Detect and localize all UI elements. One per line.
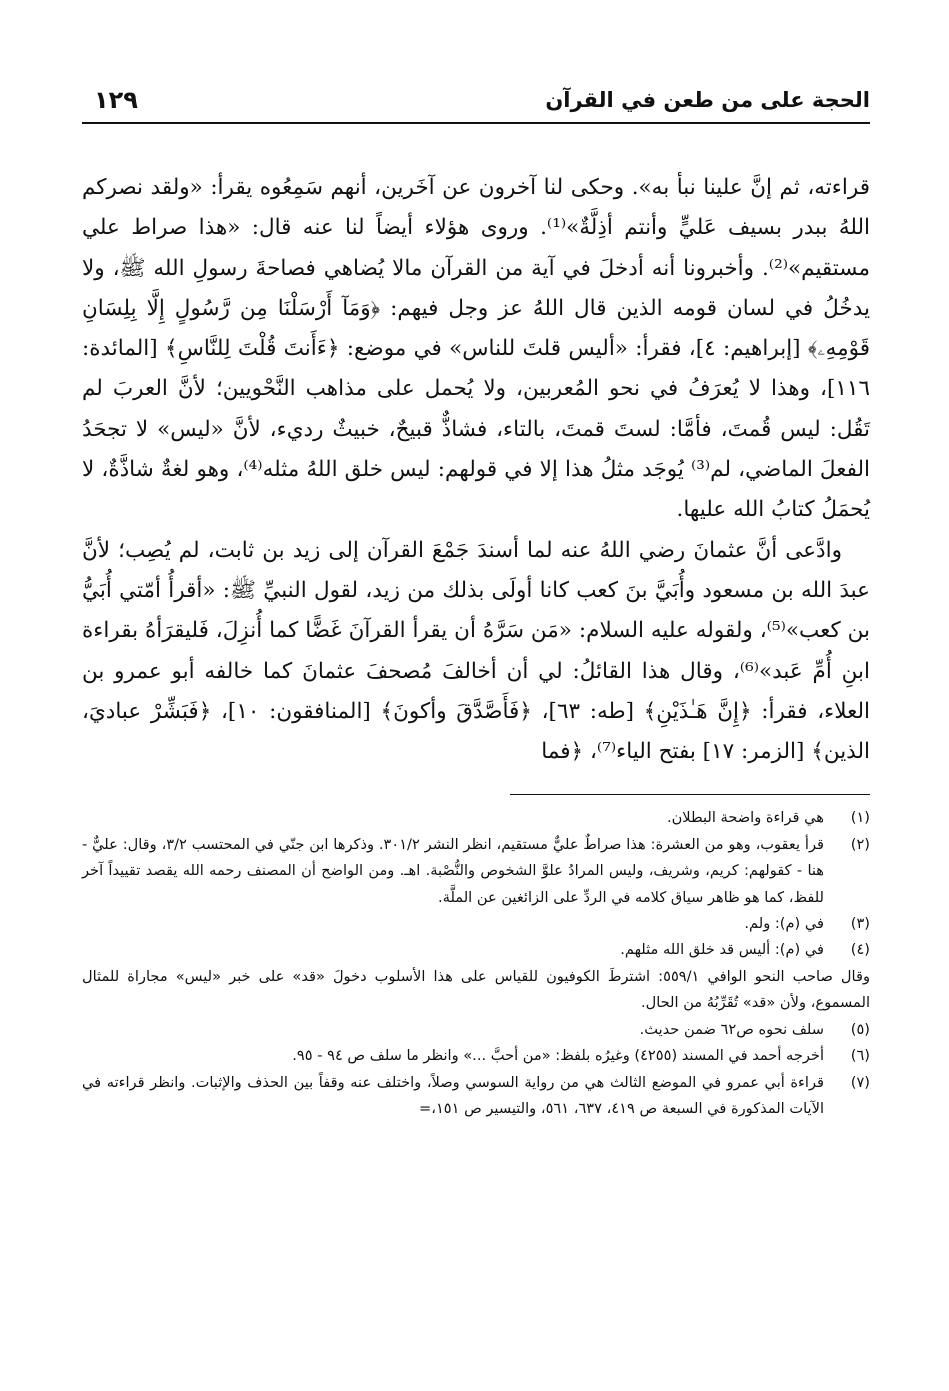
page-number: ١٢٩ [94, 86, 138, 114]
footnote-text: سلف نحوه ص٦٢ ضمن حديث. [639, 1020, 824, 1038]
footnote [82, 937, 870, 963]
footnote-number: (٣) [850, 915, 870, 933]
page-header [82, 84, 870, 124]
footnote [82, 805, 870, 831]
footnote [82, 911, 870, 937]
footnote [82, 832, 870, 911]
footnote-text: في (م): أليس قد خلق الله مثلهم. [620, 941, 824, 959]
footnotes [82, 805, 870, 1122]
footnote-text: أخرجه أحمد في المسند (٤٢٥٥) وغيرُه بلفظ: «من أحبَّ ...» وانظر ما سلف ص ٩٤ - ٩٥. [292, 1047, 824, 1065]
footnote [82, 1043, 870, 1069]
paragraph: قراءته، ثم إنَّ علينا نبأ به». وحكى لنا آخرون عن آخَرين، أنهم سَمِعُوه يقرأ: «ولقد نصركم اللهُ ببدر بسيف عَليٍّ وأنتم أذِلَّةٌ»⁽¹⁾. وروى هؤلاء أيضاً لنا عنه قال: «هذا صراط علي مستقيم»⁽²⁾. وأخبرونا أنه أدخلَ في آية من القرآن مالا يُضاهي فصاحةَ رسولِ الله ﷺ، ولا يدخُلُ في لسان قومه الذين قال اللهُ عز وجل فيهم: ﴿وَمَآ أَرْسَلْنَا مِن رَّسُولٍ إِلَّا بِلِسَانِ قَوْمِهِۦ﴾ [إبراهيم: ٤]، فقرأ: «أليس قلتَ للناس» في موضع: ﴿ءَأَنتَ قُلْتَ لِلنَّاسِ﴾ [المائدة: ١١٦]، وهذا لا يُعرَفُ في نحو المُعربين، ولا يُحمل على مذاهب النَّحْويين؛ لأنَّ العربَ لم تَقُل: ليس قُمتَ، فأمَّا: لستَ قمتَ، بالتاء، فشاذٌّ قبيحٌ، خبيثٌ رديء، لأنَّ «ليس» لا تجحَدُ الفعلَ الماضي، لم⁽³⁾ يُوجَد مثلُ هذا إلا في قولهم: ليس خلق اللهُ مثله⁽⁴⁾، وهو لغةٌ شاذَّةٌ، لا يُحمَلُ كتابُ الله عليها. [82, 175, 871, 523]
footnote-number: (٥) [850, 1020, 870, 1038]
footnote-text: قرأ يعقوب، وهو من العشرة: هذا صراطٌ عليٌّ مستقيم، انظر النشر ٣٠١/٢. وذكرها ابن جنّي في المحتسب ٣/٢، وقال: عليٌّ - هنا - كقولهم: كريم، وشريف، وليس المرادُ علوَّ الشخوص والنُّصْبة. اهـ. ومن الواضح أن المصنف رحمه الله يقصد تقييداً آخر للفظ، كما هو ظاهر سياق كلامه في الردِّ على الزائغين عن الملَّة. [82, 835, 824, 906]
paragraph: وادَّعى أنَّ عثمانَ رضي اللهُ عنه لما أسندَ جَمْعَ القرآن إلى زيد بن ثابت، لم يُصِب؛ لأنَّ عبدَ الله بن مسعود وأُبَيَّ بنَ كعب كانا أولَى بذلك من زيد، لقول النبيِّ ﷺ: «أقرأُ أمّتي أُبَيُّ بن كعب»⁽⁵⁾، ولقوله عليه السلام: «مَن سَرَّهُ أن يقرأ القرآنَ غَضًّا كما أُنزِلَ، فَليقرَأهُ بقراءة ابنِ أُمِّ عَبد»⁽⁶⁾، وقال هذا القائلُ: لي أن أخالفَ مُصحفَ عثمانَ كما خالفه أبو عمرو بن العلاء، فقرأ: ﴿إِنَّ هَـٰذَيْنِ﴾ [طه: ٦٣]، ﴿فَأَصَّدَّقَ وأكونَ﴾ [المنافقون: ١٠]، ﴿فَبَشِّرْ عباديَ، الذين﴾ [الزمر: ١٧] بفتح الياء⁽⁷⁾، ﴿فما [82, 537, 870, 765]
footnote [82, 1070, 870, 1123]
footnote-number: (٧) [850, 1073, 870, 1091]
footnote-text: وقال صاحب النحو الوافي ٥٥٩/١: اشترطَ الكوفيون للقياس على هذا الأسلوب دخولَ «قد» على خبر «ليس» مجاراة للمثال المسموع، ولأن «قد» تُقَرِّبُهُ من الحال. [82, 967, 871, 1012]
footnote-number: (١) [850, 809, 870, 827]
footnote-continuation [82, 964, 870, 1017]
document-page [82, 84, 870, 1374]
footnote-text: هي قراءة واضحة البطلان. [666, 809, 824, 827]
footnote-divider [510, 794, 870, 795]
footnote-text: في (م): ولم. [744, 915, 824, 933]
footnote-number: (٦) [850, 1047, 870, 1065]
running-title: الحجة على من طعن في القرآن [545, 88, 870, 112]
main-text [82, 168, 870, 772]
footnote-number: (٢) [850, 835, 870, 853]
footnote [82, 1017, 870, 1043]
footnote-text: قراءة أبي عمرو في الموضع الثالث هي من رواية السوسي وصلاً، واختلف عنه وقفاً بين الحذف والإثبات. وانظر قراءته في الآيات المذكورة في السبعة ص ٤١٩، ٦٣٧، ٥٦١، والتيسير ص ١٥١،= [82, 1073, 824, 1117]
footnote-number: (٤) [850, 941, 870, 959]
